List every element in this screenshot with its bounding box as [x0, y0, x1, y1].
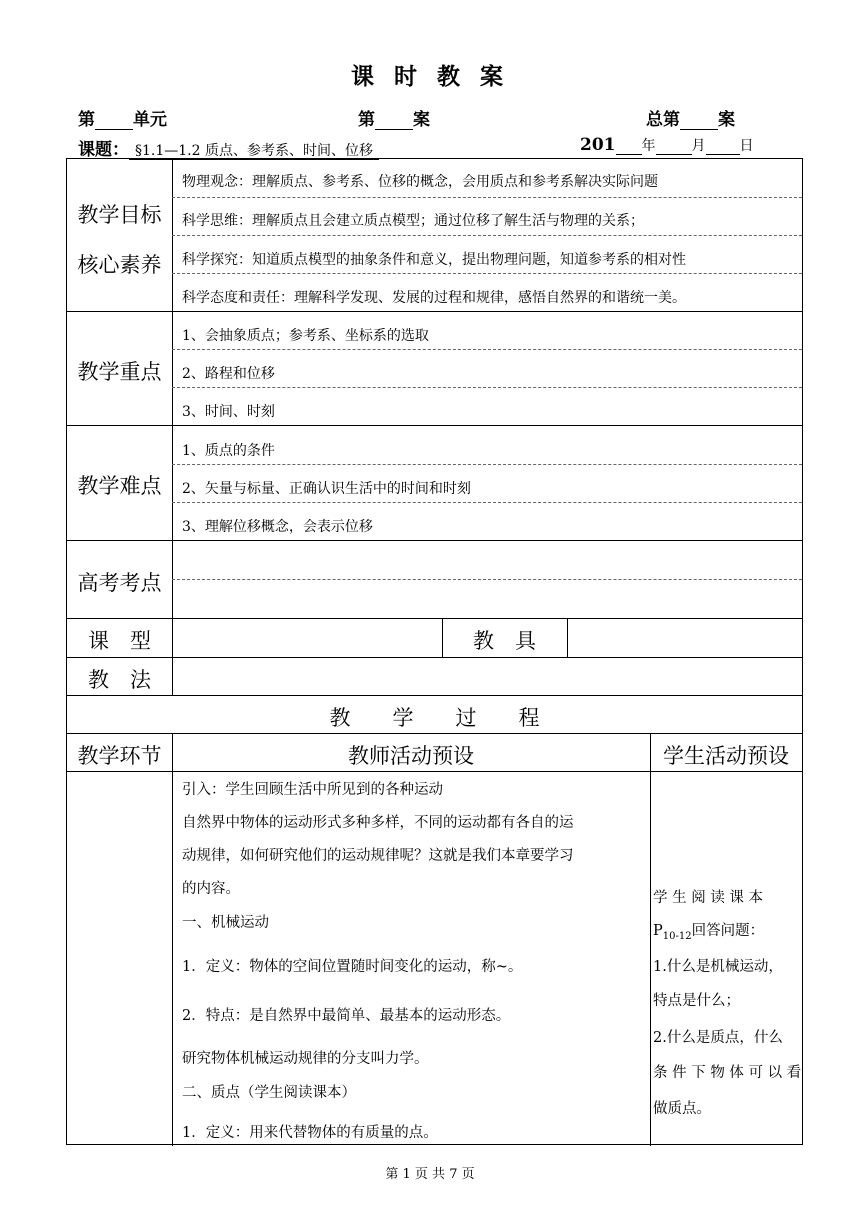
teacher-line: 一、机械运动 [182, 915, 269, 931]
teacher-line: 1．定义：用来代替物体的有质量的点。 [182, 1125, 438, 1141]
month-unit: 月 [691, 138, 706, 154]
teacher-line: 1．定义：物体的空间位置随时间变化的运动，称~。 [182, 959, 523, 975]
year-unit: 年 [641, 138, 656, 154]
goal-item: 科学思维：理解质点且会建立质点模型；通过位移了解生活与物理的关系； [182, 213, 644, 229]
process-heading: 教 学 过 程 [329, 706, 540, 730]
difficulty-item: 3、理解位移概念，会表示位移 [182, 519, 373, 535]
student-column-header: 学生活动预设 [663, 744, 789, 768]
day-blank[interactable] [706, 136, 740, 155]
lesson-plan-table [66, 158, 803, 1145]
total-suffix: 案 [718, 110, 735, 130]
divider [67, 425, 802, 426]
page-ref-sub: 10-12 [662, 930, 692, 942]
date-year: 201 [580, 135, 616, 155]
goal-item: 物理观念：理解质点、参考系、位移的概念，会用质点和参考系解决实际问题 [182, 174, 658, 190]
topic-value: §1.1—1.2 质点、参考系、时间、位移 [129, 143, 379, 160]
stage-column-header: 教学环节 [77, 744, 162, 768]
divider [172, 387, 802, 388]
divider [172, 502, 802, 503]
unit-prefix: 第 [78, 110, 95, 130]
key-points-label: 教学重点 [77, 360, 162, 384]
year-blank[interactable] [616, 136, 642, 155]
divider [172, 349, 802, 350]
teacher-line: 动规律，如何研究他们的运动规律呢？这就是我们本章要学习 [182, 848, 574, 864]
divider [172, 197, 802, 198]
teacher-line: 二、质点（学生阅读课本） [182, 1085, 356, 1101]
month-blank[interactable] [656, 136, 692, 155]
goals-label: 教学目标 [77, 203, 162, 227]
exam-points-input-2[interactable] [173, 580, 803, 617]
teacher-line: 2．特点：是自然界中最简单、最基本的运动形态。 [182, 1008, 511, 1024]
divider [67, 695, 802, 696]
total-prefix: 总第 [646, 110, 680, 130]
teacher-line: 研究物体机械运动规律的分支叫力学。 [182, 1051, 429, 1067]
case-field [358, 105, 430, 130]
exam-points-label: 高考考点 [77, 571, 162, 595]
lesson-type-label: 课 型 [88, 629, 151, 653]
divider [67, 733, 802, 734]
teaching-tools-label: 教 具 [473, 629, 536, 653]
total-blank[interactable] [680, 111, 718, 130]
unit-blank[interactable] [95, 111, 133, 130]
divider [172, 733, 173, 1146]
unit-suffix: 单元 [133, 110, 167, 130]
total-case-field [646, 105, 735, 130]
teaching-method-label: 教 法 [88, 668, 151, 692]
student-line: 学 生 阅 读 课 本 [653, 890, 764, 906]
page-ref-rest: 回答问题： [691, 923, 765, 939]
divider [172, 464, 802, 465]
divider [172, 235, 802, 236]
divider [650, 733, 651, 1146]
key-point-item: 1、会抽象质点；参考系、坐标系的选取 [182, 328, 429, 344]
difficulty-item: 2、矢量与标量、正确认识生活中的时间和时刻 [182, 481, 471, 497]
exam-points-input-1[interactable] [173, 541, 803, 578]
case-prefix: 第 [358, 110, 375, 130]
teacher-column-header: 教师活动预设 [348, 744, 474, 768]
topic-field [78, 135, 379, 160]
day-unit: 日 [739, 138, 754, 154]
teacher-line: 引入：学生回顾生活中所见到的各种运动 [182, 782, 443, 798]
key-point-item: 3、时间、时刻 [182, 404, 275, 420]
teaching-tools-input[interactable] [568, 619, 803, 656]
teacher-line: 的内容。 [182, 881, 240, 897]
student-line: 条 件 下 物 体 可 以 看 [653, 1065, 802, 1081]
teacher-line: 自然界中物体的运动形式多种多样，不同的运动都有各自的运 [182, 815, 574, 831]
divider [67, 311, 802, 312]
page-ref-main: P [653, 923, 663, 939]
student-line: 做质点。 [653, 1101, 711, 1117]
key-point-item: 2、路程和位移 [182, 366, 275, 382]
goal-item: 科学探究：知道质点模型的抽象条件和意义，提出物理问题，知道参考系的相对性 [182, 252, 686, 268]
teaching-method-input[interactable] [173, 658, 803, 694]
case-blank[interactable] [375, 111, 413, 130]
divider [67, 771, 802, 772]
core-literacy-label: 核心素养 [77, 253, 162, 277]
student-line [653, 919, 764, 942]
student-line: 1.什么是机械运动， [653, 959, 783, 975]
student-line: 特点是什么； [653, 993, 740, 1009]
difficulty-item: 1、质点的条件 [182, 443, 275, 459]
page-footer: 第 1 页 共 7 页 [385, 1167, 475, 1182]
difficulties-label: 教学难点 [77, 474, 162, 498]
page-title: 课 时 教 案 [350, 63, 510, 90]
lesson-type-input[interactable] [173, 619, 441, 656]
goal-item: 科学态度和责任：理解科学发现、发展的过程和规律，感悟自然界的和谐统一美。 [182, 290, 686, 306]
divider [172, 273, 802, 274]
date-field [580, 135, 754, 155]
case-suffix: 案 [413, 110, 430, 130]
unit-field [78, 105, 167, 130]
topic-label: 课题： [78, 140, 129, 160]
student-line: 2.什么是质点，什么 [653, 1030, 783, 1046]
